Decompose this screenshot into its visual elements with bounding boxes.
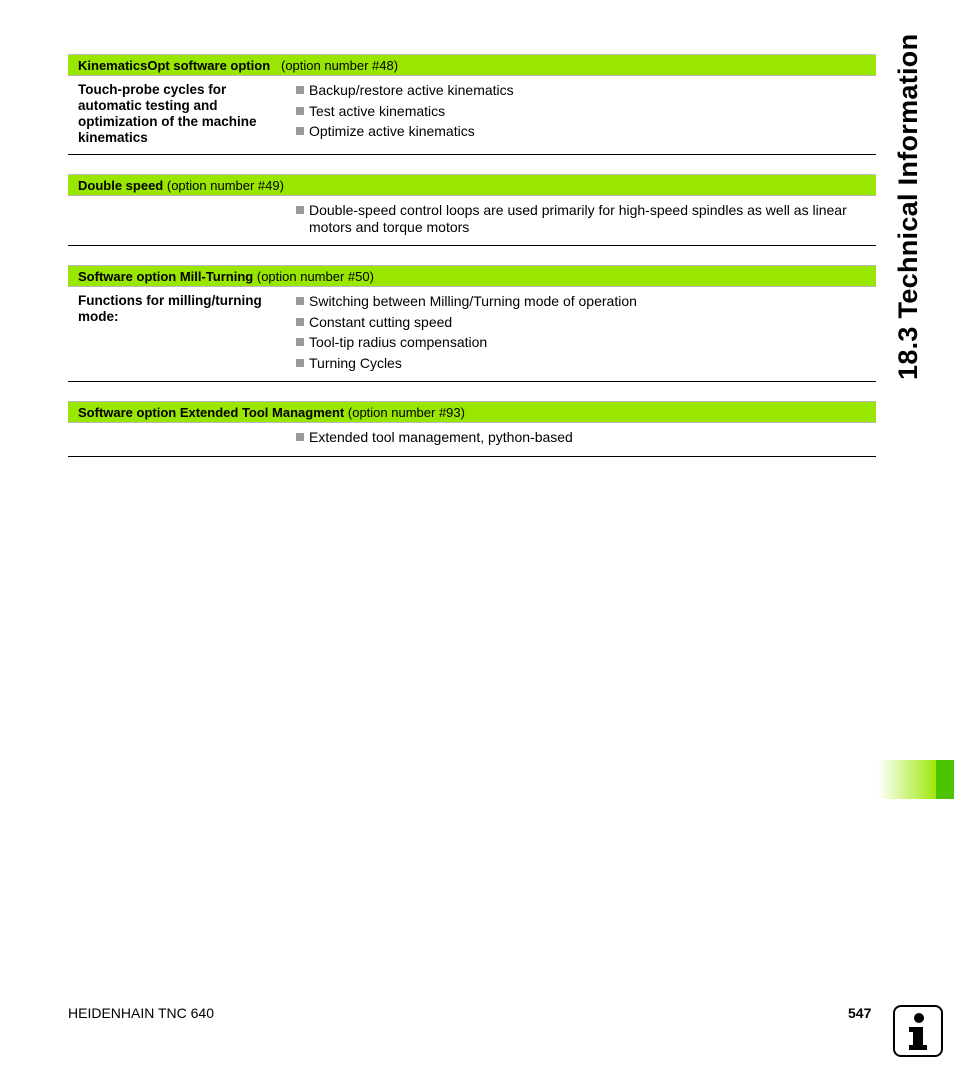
feature-list (296, 202, 876, 237)
square-bullet-icon (296, 297, 304, 305)
info-icon (893, 1005, 943, 1057)
square-bullet-icon (296, 127, 304, 135)
info-glyph (895, 1007, 941, 1055)
list-item (296, 202, 866, 235)
feature-list (296, 82, 876, 146)
section-description (68, 429, 296, 448)
square-bullet-icon (296, 338, 304, 346)
section-body (68, 423, 876, 456)
section-description: Touch-probe cycles for automatic testing and optimization of the machine kinematics (78, 82, 257, 145)
list-item-text: Backup/restore active kinematics (309, 82, 514, 98)
section-header (68, 54, 876, 76)
chapter-side-title: 18.3 Technical Information (893, 33, 923, 380)
square-bullet-icon (296, 318, 304, 326)
feature-list (296, 293, 876, 373)
list-item (296, 82, 866, 99)
list-item-text: Extended tool management, python-based (309, 429, 573, 445)
section-body (68, 76, 876, 154)
section-double-speed (68, 174, 876, 246)
chapter-tab-marker (936, 760, 954, 799)
section-option-number: (option number #93) (347, 405, 465, 420)
list-item-text: Test active kinematics (309, 102, 446, 119)
square-bullet-icon (296, 107, 304, 115)
section-mill-turning (68, 265, 876, 382)
section-option-number: (option number #49) (166, 178, 284, 193)
list-item-text: Optimize active kinematics (309, 123, 475, 139)
square-bullet-icon (296, 86, 304, 94)
section-body (68, 196, 876, 245)
footer-product-name: HEIDENHAIN TNC 640 (68, 1005, 215, 1021)
section-option-number: (option number #48) (280, 58, 399, 73)
list-item (296, 293, 866, 310)
section-description (68, 202, 296, 237)
section-option-number: (option number #50) (256, 269, 374, 284)
list-item-text: Switching between Milling/Turning mode of operation (309, 293, 637, 309)
square-bullet-icon (296, 359, 304, 367)
list-item-text: Tool-tip radius compensation (309, 334, 488, 350)
section-title: Double speed (78, 178, 164, 193)
list-item (296, 314, 866, 331)
list-item (296, 334, 866, 351)
list-item (296, 103, 866, 120)
section-header (68, 265, 876, 287)
list-item (296, 123, 866, 140)
section-title: Software option Extended Tool Managment (78, 405, 345, 420)
feature-list (296, 429, 876, 448)
square-bullet-icon (296, 206, 304, 214)
section-title: Software option Mill-Turning (78, 269, 254, 284)
list-item (296, 355, 866, 372)
section-extended-tool-management (68, 401, 876, 457)
square-bullet-icon (296, 433, 304, 441)
list-item-text: Constant cutting speed (309, 313, 453, 330)
section-kinematicsopt (68, 54, 876, 155)
section-header (68, 401, 876, 423)
section-description: Functions for milling/turning mode: (78, 293, 262, 324)
list-item-text: Double-speed control loops are used primarily for high-speed spindles as well as linear motors and torque motors (309, 202, 847, 235)
page-content (68, 54, 876, 476)
list-item (296, 429, 866, 446)
section-body (68, 287, 876, 381)
section-title: KinematicsOpt software option (78, 58, 271, 73)
list-item-text: Turning Cycles (309, 354, 402, 371)
section-header (68, 174, 876, 196)
page-number: 547 (848, 1005, 872, 1021)
